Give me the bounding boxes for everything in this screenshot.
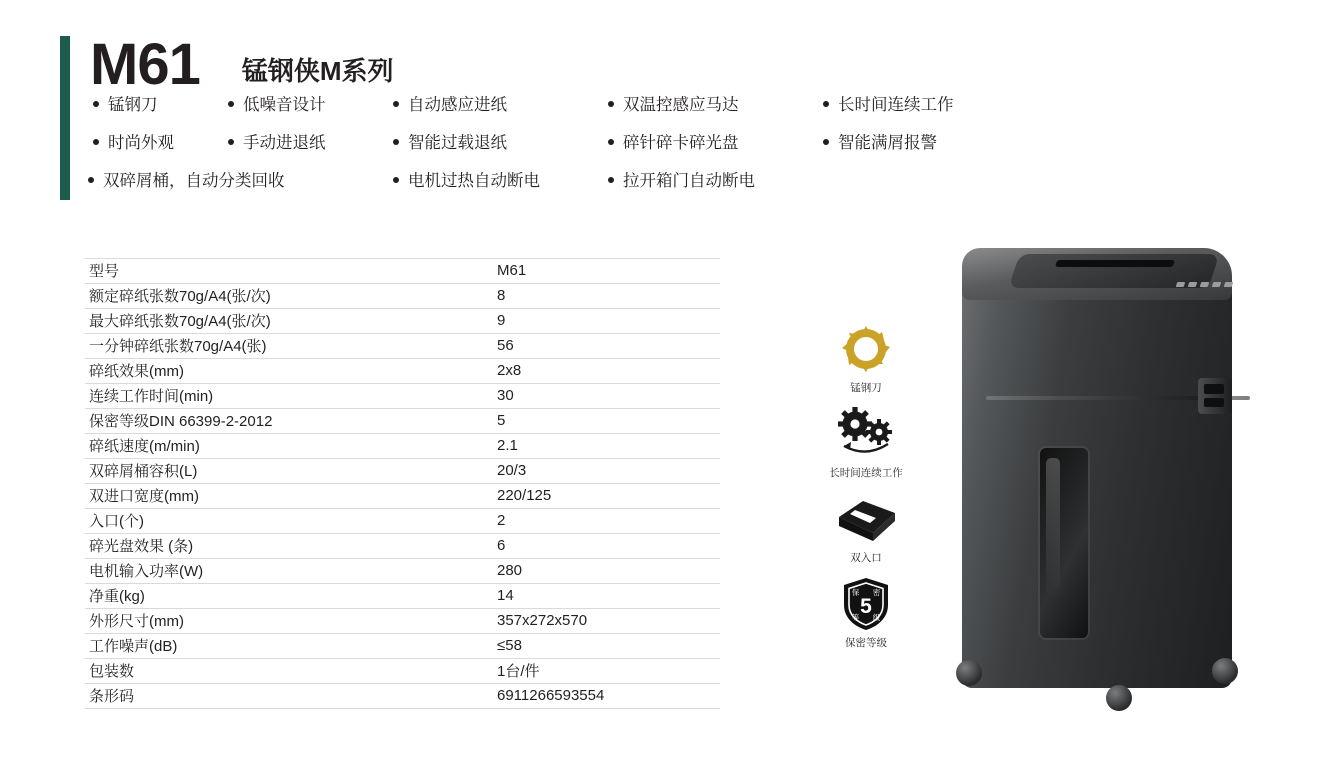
spec-key: 电机输入功率(W) (85, 559, 489, 584)
table-row (85, 309, 720, 334)
list-item (608, 133, 739, 153)
list-item (93, 133, 174, 153)
spec-key: 入口(个) (85, 509, 489, 534)
feature-label: 智能满屑报警 (838, 134, 937, 152)
door-handle (1198, 378, 1232, 414)
bullet-icon (228, 139, 234, 145)
list-item (228, 133, 326, 153)
feature-label: 碎针碎卡碎光盘 (623, 134, 739, 152)
spec-value: 220/125 (489, 484, 720, 509)
spec-key: 碎纸效果(mm) (85, 359, 489, 384)
spec-key: 型号 (85, 259, 489, 284)
caster-wheel (1212, 658, 1238, 684)
table-row (85, 259, 720, 284)
svg-text:密: 密 (872, 588, 881, 597)
spec-value: 30 (489, 384, 720, 409)
bullet-icon (393, 177, 399, 183)
list-item (823, 95, 954, 115)
spec-key: 条形码 (85, 684, 489, 709)
spec-value: 6911266593554 (489, 684, 720, 709)
table-row (85, 684, 720, 709)
title-row (90, 32, 394, 97)
table-row (85, 409, 720, 434)
spec-value: 9 (489, 309, 720, 334)
list-item (608, 95, 739, 115)
table-row (85, 359, 720, 384)
bullet-icon (608, 139, 614, 145)
spec-value: M61 (489, 259, 720, 284)
badge-art (820, 490, 912, 548)
spec-value: ≤58 (489, 634, 720, 659)
bullet-icon (608, 101, 614, 107)
bullet-icon (88, 177, 94, 183)
table-row (85, 434, 720, 459)
table-row (85, 509, 720, 534)
badge-dual-inlet (820, 490, 912, 565)
page-title: M61 (90, 32, 200, 97)
caster-wheel (1106, 685, 1132, 711)
badge-art (820, 405, 912, 463)
badge-caption: 锰钢刀 (850, 382, 882, 394)
feature-list (28, 95, 1018, 205)
spec-key: 碎光盘效果 (条) (85, 534, 489, 559)
spec-key: 工作噪声(dB) (85, 634, 489, 659)
caster-wheel (956, 660, 982, 686)
security-shield-icon (840, 575, 892, 633)
feature-label: 手动进退纸 (243, 134, 326, 152)
spec-key: 包装数 (85, 659, 489, 684)
spec-value: 14 (489, 584, 720, 609)
badge-caption: 长时间连续工作 (829, 467, 903, 479)
bin-window (1040, 448, 1088, 638)
spec-value: 280 (489, 559, 720, 584)
spec-key: 双进口宽度(mm) (85, 484, 489, 509)
bullet-icon (823, 101, 829, 107)
table-row (85, 659, 720, 684)
feature-label: 电机过热自动断电 (408, 172, 540, 190)
paper-slot (1055, 260, 1175, 267)
feature-label: 长时间连续工作 (838, 96, 954, 114)
feature-label: 自动感应进纸 (408, 96, 507, 114)
badge-caption: 双入口 (850, 552, 882, 564)
list-item (93, 95, 158, 115)
spec-value: 2x8 (489, 359, 720, 384)
list-item (228, 95, 326, 115)
list-item (393, 95, 507, 115)
bullet-icon (393, 101, 399, 107)
bullet-icon (823, 139, 829, 145)
badge-security-level (820, 575, 912, 650)
table-row (85, 459, 720, 484)
control-panel (1173, 278, 1240, 294)
bullet-icon (93, 101, 99, 107)
badge-steel-blade (820, 320, 912, 395)
shredder-body (962, 268, 1232, 688)
badge-art (820, 575, 912, 633)
shredder-head (962, 248, 1232, 300)
svg-text:级: 级 (872, 613, 881, 622)
specification-table (85, 258, 720, 709)
spec-key: 最大碎纸张数70g/A4(张/次) (85, 309, 489, 334)
list-item (823, 133, 937, 153)
spec-value: 1台/件 (489, 659, 720, 684)
table-row (85, 584, 720, 609)
spec-key: 双碎屑桶容积(L) (85, 459, 489, 484)
feature-label: 双碎屑桶，自动分类回收 (103, 172, 285, 190)
spec-key: 连续工作时间(min) (85, 384, 489, 409)
badge-continuous-work (820, 405, 912, 480)
spec-key: 净重(kg) (85, 584, 489, 609)
bullet-icon (608, 177, 614, 183)
feature-label: 低噪音设计 (243, 96, 326, 114)
table-row (85, 384, 720, 409)
spec-key: 保密等级DIN 66399-2-2012 (85, 409, 489, 434)
spec-value: 2.1 (489, 434, 720, 459)
spec-value: 357x272x570 (489, 609, 720, 634)
table-row (85, 634, 720, 659)
spec-value: 6 (489, 534, 720, 559)
steel-blade-ring-icon (835, 320, 897, 378)
list-item (88, 171, 285, 191)
spec-key: 一分钟碎纸张数70g/A4(张) (85, 334, 489, 359)
dual-inlet-box-icon (833, 493, 899, 545)
list-item (393, 133, 507, 153)
spec-value: 20/3 (489, 459, 720, 484)
gears-icon (834, 406, 898, 462)
bullet-icon (93, 139, 99, 145)
spec-key: 额定碎纸张数70g/A4(张/次) (85, 284, 489, 309)
feature-label: 智能过载退纸 (408, 134, 507, 152)
spec-value: 56 (489, 334, 720, 359)
table-row (85, 484, 720, 509)
bullet-icon (228, 101, 234, 107)
list-item (608, 171, 755, 191)
spec-key: 碎纸速度(m/min) (85, 434, 489, 459)
table-row (85, 334, 720, 359)
list-item (393, 171, 540, 191)
badge-caption: 保密等级 (845, 637, 887, 649)
feature-label: 时尚外观 (108, 134, 174, 152)
feature-badge-list (820, 320, 915, 660)
badge-art (820, 320, 912, 378)
spec-value: 5 (489, 409, 720, 434)
shield-level-text: 5 (860, 595, 872, 618)
product-image (940, 230, 1280, 730)
feature-label: 双温控感应马达 (623, 96, 739, 114)
svg-text:保: 保 (851, 588, 860, 597)
table-row (85, 534, 720, 559)
spec-value: 2 (489, 509, 720, 534)
feature-label: 拉开箱门自动断电 (623, 172, 755, 190)
bullet-icon (393, 139, 399, 145)
series-subtitle: 锰钢侠M系列 (241, 56, 394, 86)
spec-key: 外形尺寸(mm) (85, 609, 489, 634)
feature-label: 锰钢刀 (108, 96, 158, 114)
svg-text:等: 等 (851, 613, 860, 622)
table-row (85, 609, 720, 634)
spec-value: 8 (489, 284, 720, 309)
table-row (85, 559, 720, 584)
table-row (85, 284, 720, 309)
